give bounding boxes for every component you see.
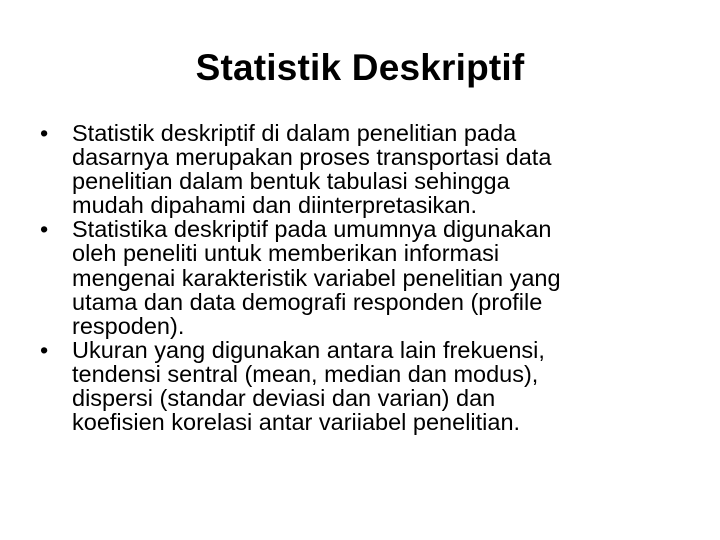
bullet-icon: • bbox=[40, 216, 49, 243]
bullet-text-line: tendensi sentral (mean, median dan modus), bbox=[72, 360, 539, 387]
bullet-item-1 bbox=[40, 121, 680, 217]
bullet-text-line: mengenai karakteristik variabel penelitian yang bbox=[72, 264, 561, 291]
bullet-item-2 bbox=[40, 217, 680, 337]
bullet-icon: • bbox=[40, 336, 49, 363]
bullet-text-line: penelitian dalam bentuk tabulasi sehingga bbox=[72, 168, 510, 195]
slide-title: Statistik Deskriptif bbox=[195, 47, 525, 88]
bullet-text-line: dispersi (standar deviasi dan varian) dan bbox=[72, 385, 496, 412]
bullet-item-3 bbox=[40, 338, 680, 434]
bullet-text-line: mudah dipahami dan diinterpretasikan. bbox=[72, 192, 477, 219]
bullet-text-line: utama dan data demografi responden (profile bbox=[72, 288, 543, 315]
bullet-list bbox=[40, 121, 680, 434]
bullet-icon: • bbox=[40, 120, 49, 146]
bullet-text-line: dasarnya merupakan proses transportasi data bbox=[72, 144, 552, 171]
bullet-text-line: Statistika deskriptif pada umumnya digunakan bbox=[72, 216, 552, 243]
bullet-text-line: oleh peneliti untuk memberikan informasi bbox=[72, 240, 500, 267]
bullet-text-line: Ukuran yang digunakan antara lain frekuensi, bbox=[72, 336, 545, 363]
bullet-text-line: respoden). bbox=[72, 312, 185, 339]
bullet-text-line: Statistik deskriptif di dalam penelitian pada bbox=[72, 120, 517, 146]
bullet-text-line: koefisien korelasi antar variiabel penelitian. bbox=[72, 409, 521, 436]
